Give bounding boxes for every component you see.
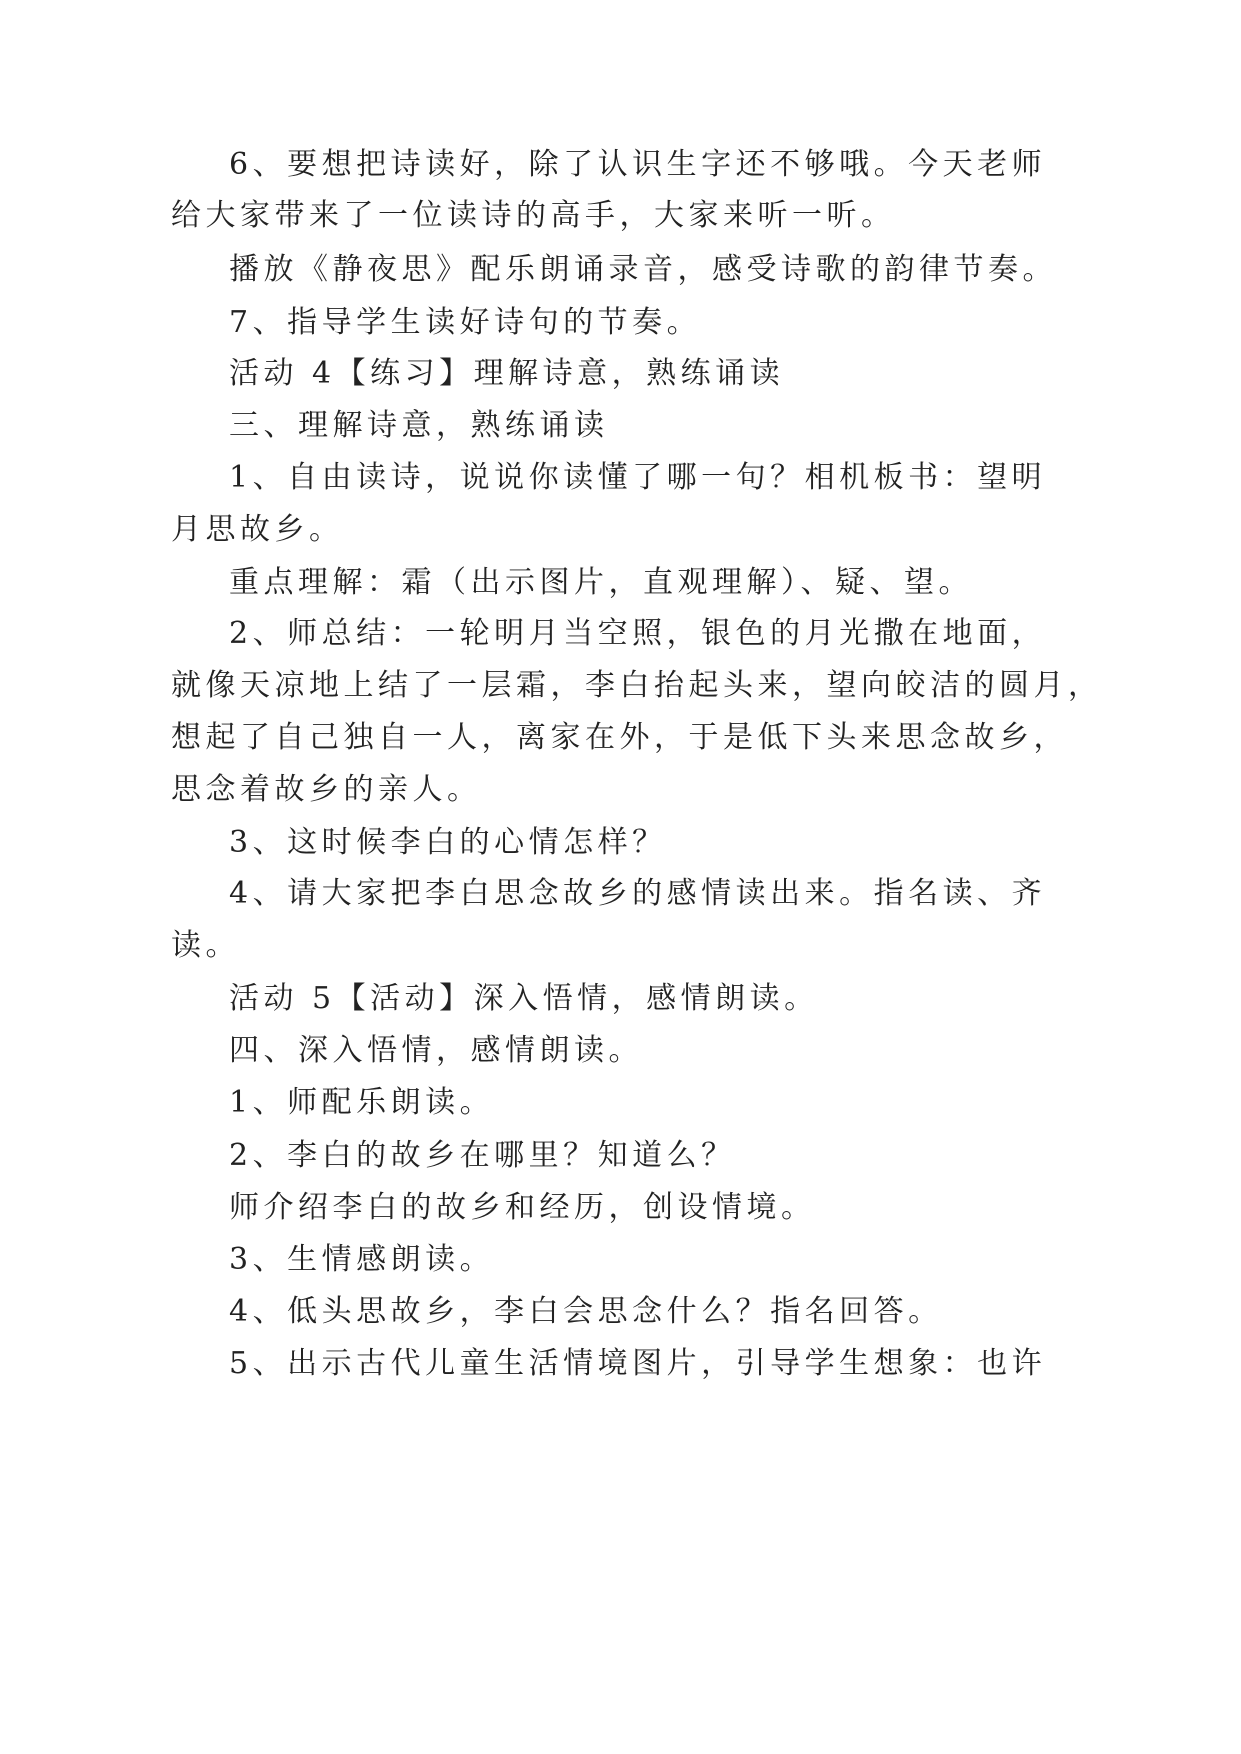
paragraph-line: 读。 [171,928,240,963]
paragraph-line: 重点理解：霜（出示图片，直观理解）、疑、望。 [229,565,973,600]
paragraph-line: 就像天凉地上结了一层霜，李白抬起头来，望向皎洁的圆月， [171,668,1103,703]
paragraph-line: 2、李白的故乡在哪里？知道么？ [229,1138,736,1173]
paragraph-line: 3、生情感朗读。 [229,1242,495,1277]
paragraph-line: 1、师配乐朗读。 [229,1085,495,1120]
paragraph-line: 给大家带来了一位读诗的高手，大家来听一听。 [171,198,896,233]
paragraph-line: 月思故乡。 [171,512,344,547]
paragraph-line: 3、这时候李白的心情怎样？ [229,825,667,860]
paragraph-line: 5、出示古代儿童生活情境图片，引导学生想象：也许 [229,1346,1047,1381]
paragraph-line: 2、师总结：一轮明月当空照，银色的月光撒在地面， [229,616,1047,651]
paragraph-line: 播放《静夜思》配乐朗诵录音，感受诗歌的韵律节奏。 [229,252,1057,287]
paragraph-line: 想起了自己独自一人，离家在外，于是低下头来思念故乡， [171,720,1068,755]
paragraph-line: 思念着故乡的亲人。 [171,772,482,807]
section-heading: 活动 5【活动】深入悟情，感情朗读。 [229,981,819,1016]
section-heading: 四、深入悟情，感情朗读。 [229,1033,643,1068]
section-heading: 三、理解诗意，熟练诵读 [229,408,609,443]
paragraph-line: 4、请大家把李白思念故乡的感情读出来。指名读、齐 [229,876,1047,911]
paragraph-line: 4、低头思故乡，李白会思念什么？指名回答。 [229,1294,943,1329]
paragraph-line: 1、自由读诗，说说你读懂了哪一句？相机板书：望明 [229,460,1047,495]
paragraph-line: 师介绍李白的故乡和经历，创设情境。 [229,1190,816,1225]
section-heading: 活动 4【练习】理解诗意，熟练诵读 [229,356,785,391]
paragraph-line: 6、要想把诗读好，除了认识生字还不够哦。今天老师 [229,147,1047,182]
paragraph-line: 7、指导学生读好诗句的节奏。 [229,305,702,340]
